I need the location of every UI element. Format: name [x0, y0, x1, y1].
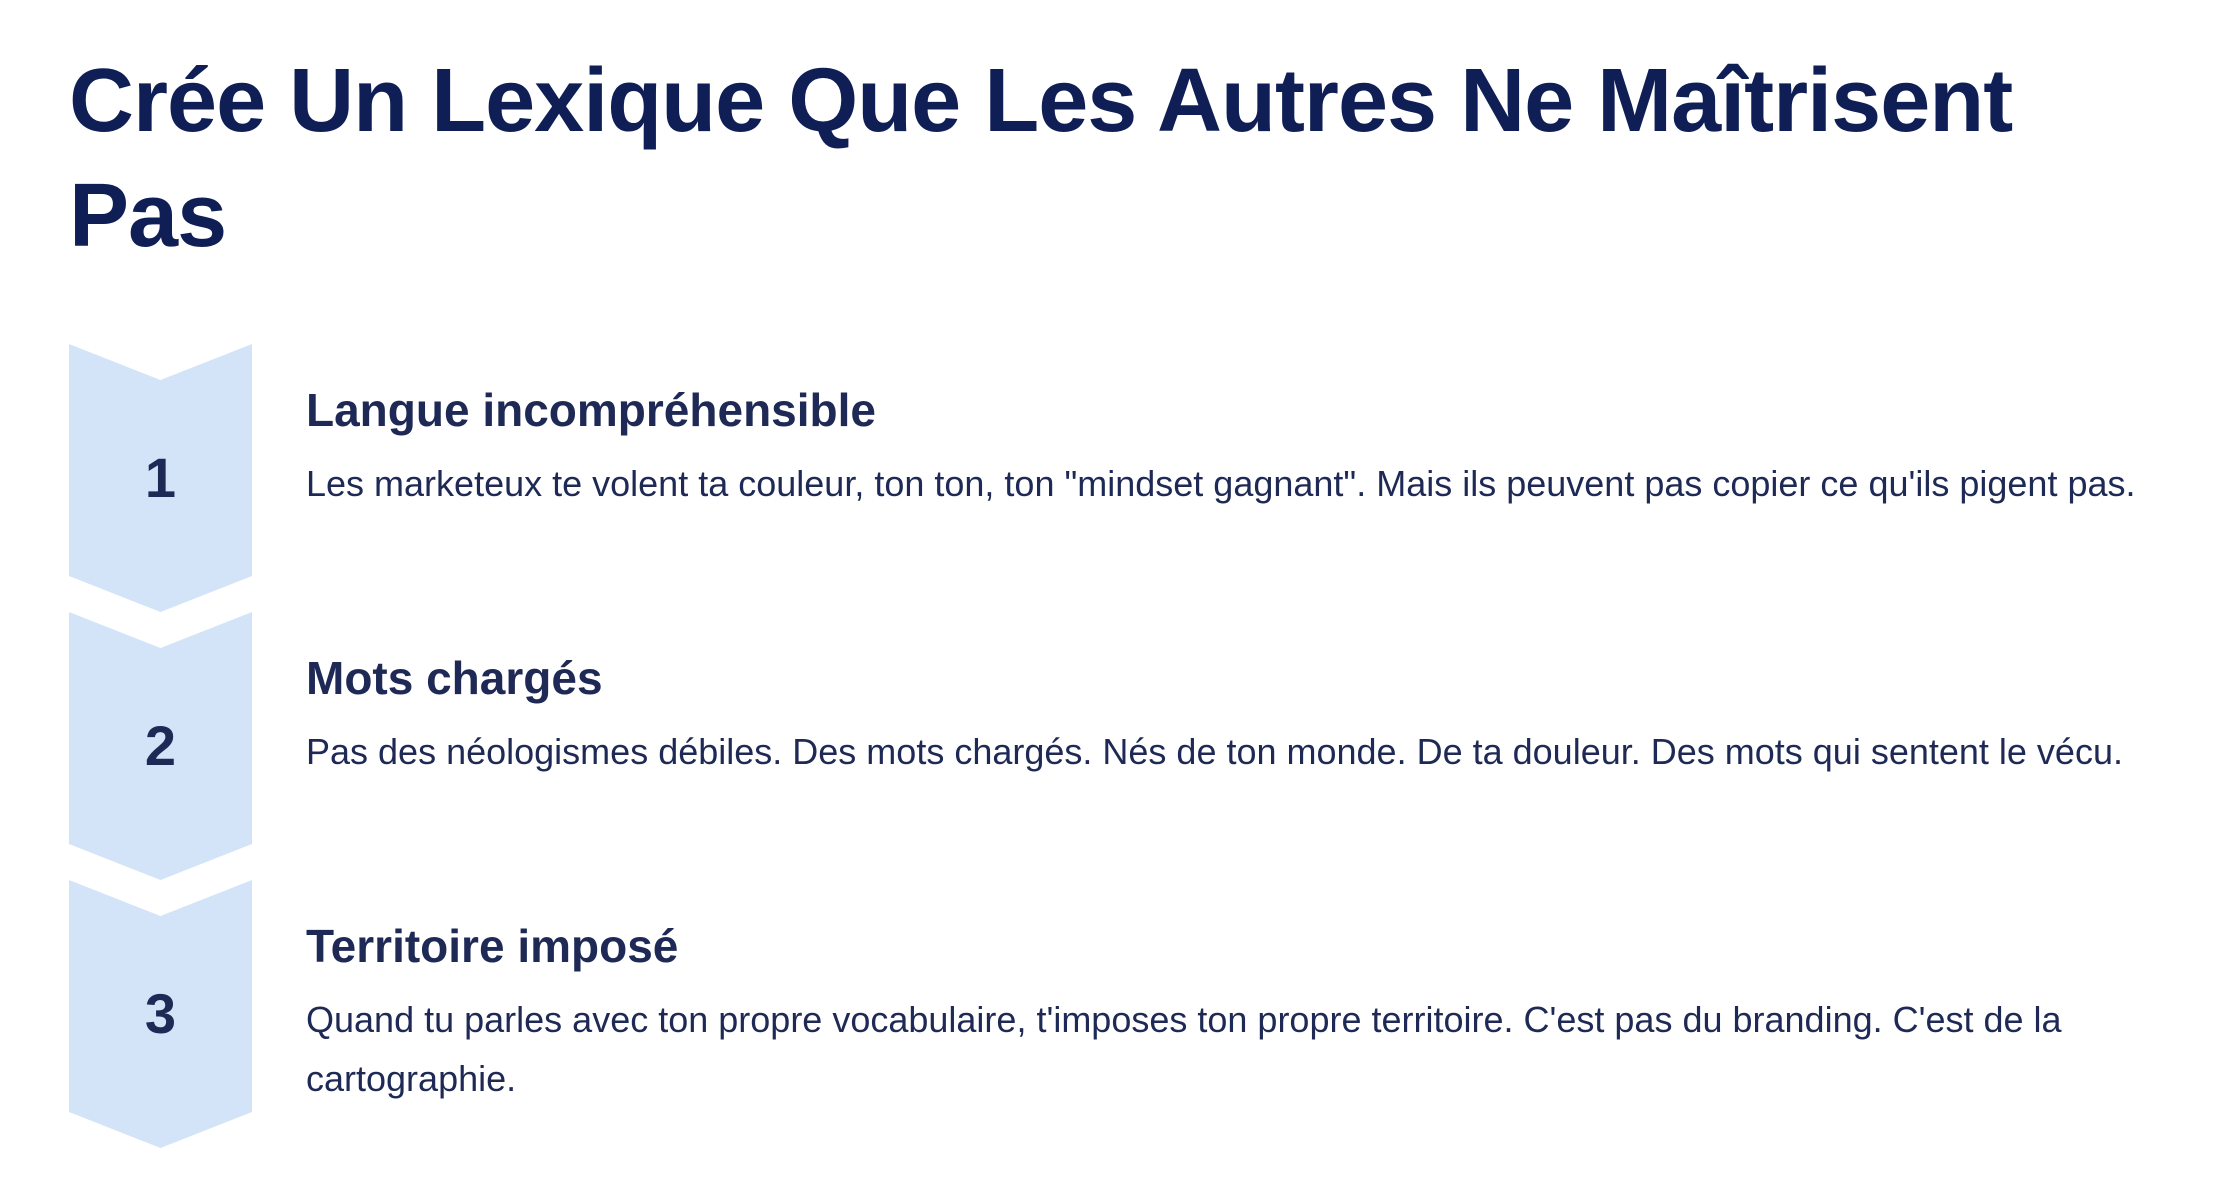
step-heading: Langue incompréhensible [306, 384, 876, 436]
step-text: Les marketeux te volent ta couleur, ton ton, ton "mindset gagnant". Mais ils peuvent pas copier ce qu'ils pigent pas. [306, 463, 2136, 504]
step-text: Quand tu parles avec ton propre vocabulaire, t'imposes ton propre territoire. C'est pas du branding. C'est de la cartographie. [306, 999, 2062, 1099]
step-heading: Mots chargés [306, 652, 603, 704]
step-text: Pas des néologismes débiles. Des mots chargés. Nés de ton monde. De ta douleur. Des mots qui sentent le vécu. [306, 731, 2123, 772]
step-number: 2 [144, 714, 177, 777]
step-heading: Territoire imposé [306, 920, 679, 972]
step-body [306, 916, 2156, 1108]
page [69, 0, 2159, 1188]
step-1 [69, 344, 2159, 612]
step-2 [69, 612, 2159, 880]
step-number: 3 [144, 982, 177, 1045]
step-body [306, 648, 2156, 781]
step-number: 1 [144, 446, 177, 509]
page-title: Crée Un Lexique Que Les Autres Ne Maîtrisent Pas [69, 51, 2013, 266]
step-3 [69, 880, 2159, 1148]
step-body [306, 380, 2156, 513]
